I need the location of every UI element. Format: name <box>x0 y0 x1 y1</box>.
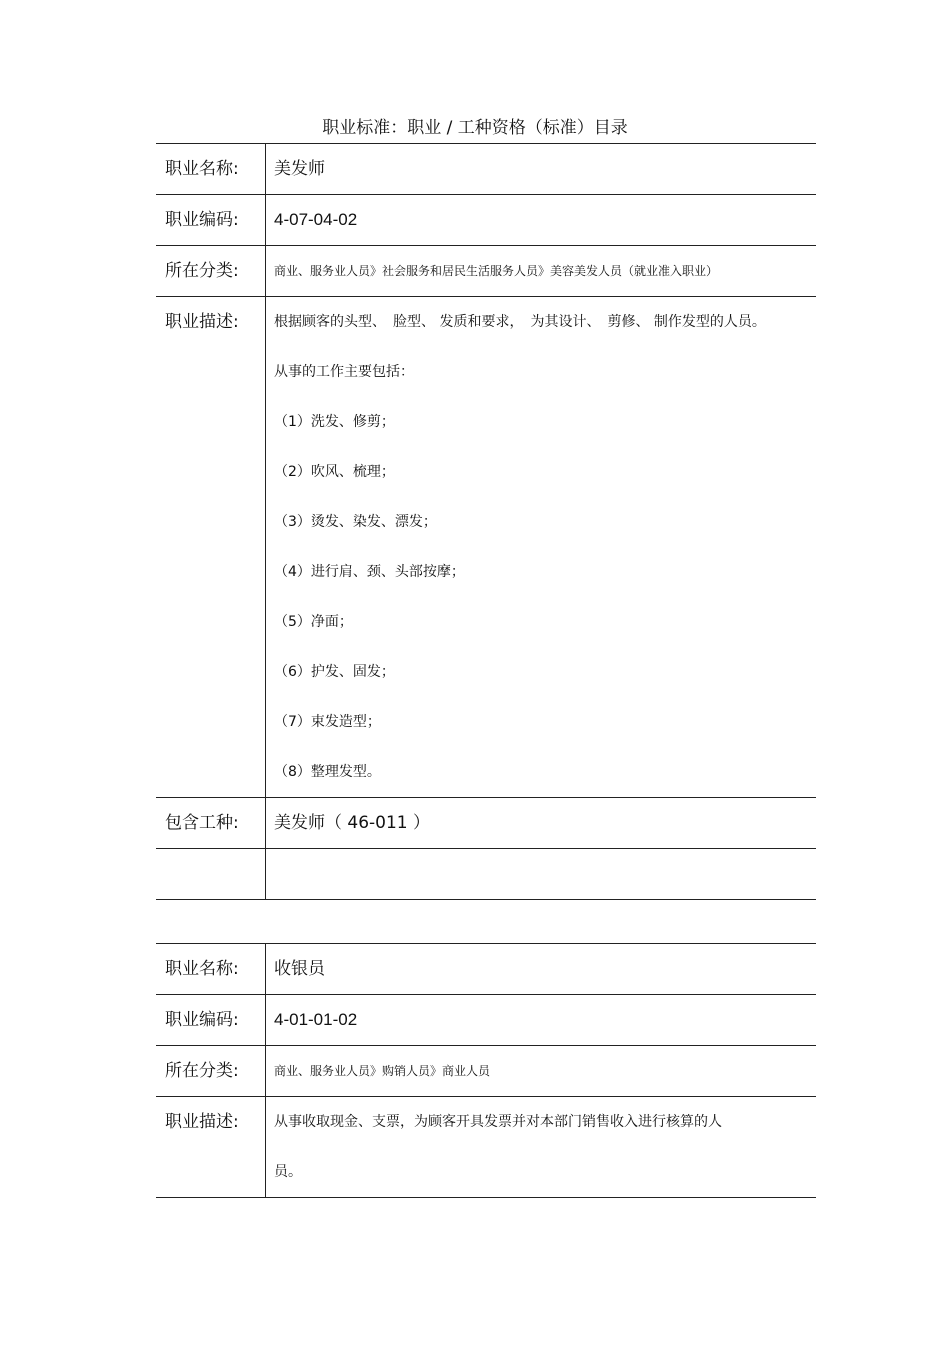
description-line: （4）进行肩、颈、头部按摩； <box>274 564 465 580</box>
value-empty <box>274 849 816 899</box>
row-occupation-name <box>156 943 816 995</box>
description-line: 员。 <box>274 1164 302 1180</box>
occupation-table-hairdresser <box>156 143 816 900</box>
row-category <box>156 246 816 297</box>
value-occupation-code: 4-07-04-02 <box>274 210 358 229</box>
description-line: 从事收取现金、支票，为顾客开具发票并对本部门销售收入进行核算的人 <box>274 1114 722 1130</box>
description-line: （2）吹风、梳理； <box>274 464 395 480</box>
description-line: （5）净面； <box>274 614 353 630</box>
value-included-types: 美发师（ 46-011 ） <box>274 813 431 833</box>
description-line: 从事的工作主要包括： <box>274 364 414 380</box>
page-title: 职业标准：职业 / 工种资格（标准）目录 <box>322 118 628 138</box>
value-category: 商业、服务业人员》社会服务和居民生活服务人员》美容美发人员（就业准入职业） <box>274 264 719 278</box>
row-description <box>156 297 816 798</box>
label-category: 所在分类: <box>156 246 266 296</box>
label-included-types: 包含工种: <box>156 798 266 848</box>
value-occupation-code: 4-01-01-02 <box>274 1010 358 1029</box>
label-occupation-code: 职业编码: <box>156 195 266 245</box>
description-line: （7）束发造型； <box>274 714 381 730</box>
value-category: 商业、服务业人员》购销人员》商业人员 <box>274 1064 491 1078</box>
description-line: 根据顾客的头型、 脸型、 发质和要求， 为其设计、 剪修、 制作发型的人员。 <box>274 314 766 330</box>
label-occupation-name: 职业名称: <box>156 144 266 194</box>
label-occupation-code: 职业编码: <box>156 995 266 1045</box>
description-line: （8）整理发型。 <box>274 764 381 780</box>
label-description: 职业描述: <box>156 297 266 797</box>
value-occupation-name: 美发师 <box>274 159 325 179</box>
description-line: （3）烫发、染发、漂发； <box>274 514 437 530</box>
row-occupation-code <box>156 995 816 1046</box>
label-description: 职业描述: <box>156 1097 266 1197</box>
row-empty <box>156 849 816 900</box>
row-description <box>156 1097 816 1198</box>
row-category <box>156 1046 816 1097</box>
value-description <box>274 1097 816 1197</box>
description-line: （6）护发、固发； <box>274 664 395 680</box>
value-occupation-name: 收银员 <box>274 959 325 979</box>
row-included-types <box>156 798 816 849</box>
label-empty <box>156 849 266 899</box>
label-occupation-name: 职业名称: <box>156 944 266 994</box>
value-description <box>274 297 816 797</box>
row-occupation-code <box>156 195 816 246</box>
label-category: 所在分类: <box>156 1046 266 1096</box>
row-occupation-name <box>156 143 816 195</box>
occupation-table-cashier <box>156 943 816 1198</box>
description-line: （1）洗发、修剪； <box>274 414 395 430</box>
